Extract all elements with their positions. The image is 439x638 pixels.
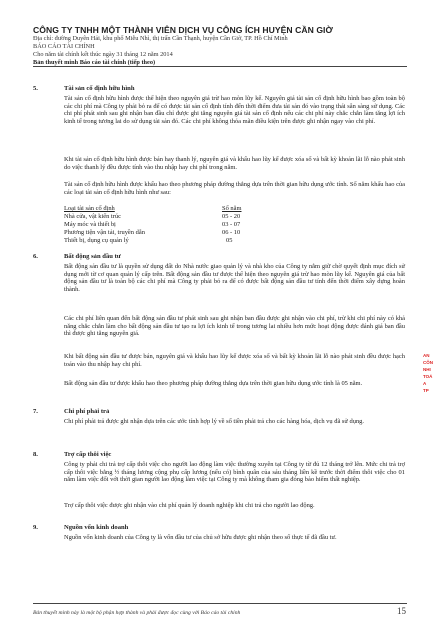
paragraph: Tài sản cố định hữu hình được khấu hao theo phương pháp đường thẳng dựa trên thời gian hữu dụng ước tính. Số năm khấu hao của các loại tài sản cố định hữu hình như sau: — [64, 181, 405, 196]
table-cell: 03 - 07 — [222, 221, 241, 229]
table-row — [64, 237, 264, 245]
report-title: BÁO CÁO TÀI CHÍNH — [33, 43, 95, 50]
stamp-text: TP — [423, 388, 429, 393]
paragraph: Bất động sản đầu tư là quyền sử dụng đất do Nhà nước giao quản lý và nhà kho của Công ty nắm giữ chờ quyết định mục đích sử dụng mới từ cơ quan quản lý cấp trên. Bất động sản đầu tư được thể hiện theo nguyên giá trừ hao mòn lũy kế. Nguyên giá của bất động sản đầu tư là toàn bộ các chi phí mà Công ty phải bỏ ra để có được bất động sản đầu tư tính đến thời điểm xây dựng hoàn thành. — [64, 263, 405, 293]
section-number: 5. — [33, 85, 38, 92]
section-title: Nguồn vốn kinh doanh — [64, 524, 129, 531]
paragraph: Khi bất động sản đầu tư được bán, nguyên giá và khấu hao lũy kế được xóa sổ và bất kỳ khoản lãi lỗ nào phát sinh đều được hạch toán vào thu nhập hay chi phí. — [64, 353, 405, 368]
red-stamp-fragment — [423, 352, 437, 414]
section-number: 7. — [33, 408, 38, 415]
footer-note: Bản thuyết minh này là một bộ phận hợp thành và phải được đọc cùng với Báo cáo tài chính — [33, 610, 241, 616]
table-cell: 06 - 10 — [222, 229, 241, 237]
table-row — [64, 213, 264, 221]
paragraph: Khi tài sản cố định hữu hình được bán hay thanh lý, nguyên giá và khấu hao lũy kế được xóa sổ và bất kỳ khoản lãi lỗ nào phát sinh do việc thanh lý đều được tính vào thu nhập hay chi phí trong năm. — [64, 156, 405, 171]
table-cell: Phương tiện vận tải, truyền dẫn — [64, 229, 145, 237]
depreciation-table — [64, 205, 264, 245]
section-number: 8. — [33, 451, 38, 458]
table-cell: 05 — [226, 237, 233, 245]
paragraph: Trợ cấp thôi việc được ghi nhận vào chi phí quản lý doanh nghiệp khi chi trả cho người lao động. — [64, 502, 315, 509]
section-title: Tài sản cố định hữu hình — [64, 85, 135, 92]
paragraph: Nguồn vốn kinh doanh của Công ty là vốn đầu tư của chủ sở hữu được ghi nhận theo số thực tế đã đầu tư. — [64, 534, 337, 541]
report-subtitle: Bản thuyết minh Báo cáo tài chính (tiếp theo) — [33, 59, 156, 66]
stamp-text: AN — [423, 353, 430, 358]
table-header-row — [64, 205, 264, 213]
table-row — [64, 221, 264, 229]
paragraph: Tài sản cố định hữu hình được thể hiện theo nguyên giá trừ hao mòn lũy kế. Nguyên giá tài sản cố định hữu hình bao gồm toàn bộ các chi phí mà Công ty phải bỏ ra để có được tài sản cố định tính đến thời điểm đưa tài sản đó vào trạng thái sẵn sàng sử dụng. Các chi phí phát sinh sau ghi nhận ban đầu chỉ được ghi tăng nguyên giá tài sản cố định nếu các chi phí này chắc chắn làm tăng lợi ích kinh tế trong tương lai do sử dụng tài sản đó. Các chi phí không thỏa mãn điều kiện trên được ghi nhận ngay vào chi phí. — [64, 95, 405, 125]
table-cell: Nhà cửa, vật kiến trúc — [64, 213, 121, 221]
header-rule — [33, 66, 407, 67]
section-title: Trợ cấp thôi việc — [64, 451, 112, 458]
paragraph: Công ty phải chi trả trợ cấp thôi việc cho người lao động làm việc thường xuyên tại Công ty từ đủ 12 tháng trở lên. Mức chi trả trợ cấp thôi việc bằng ½ tháng lương cộng phụ cấp lương (nếu có) bình quân của sáu tháng liền kề trước thời điểm thôi việc cho 01 năm làm việc đối với thời gian người lao động làm việc tại Công ty mà không tham gia đóng bảo hiểm thất nghiệp. — [64, 461, 405, 484]
table-cell: Thiết bị, dụng cụ quản lý — [64, 237, 129, 245]
page-number: 15 — [397, 606, 406, 616]
report-period: Cho năm tài chính kết thúc ngày 31 tháng 12 năm 2014 — [33, 51, 173, 58]
footer-rule — [33, 603, 407, 604]
table-header-cell: Số năm — [222, 205, 242, 212]
paragraph: Bất động sản đầu tư được khấu hao theo phương pháp đường thẳng dựa trên thời gian hữu dụng ước tính là 05 năm. — [64, 380, 363, 387]
table-header-cell: Loại tài sản cố định — [64, 205, 115, 212]
company-name: CÔNG TY TNHH MỘT THÀNH VIÊN DỊCH VỤ CÔNG ÍCH HUYỆN CẦN GIỜ — [33, 25, 333, 35]
paragraph: Các chi phí liên quan đến bất động sản đầu tư phát sinh sau ghi nhận ban đầu được ghi nhận vào chi phí, trừ khi chi phí này có khả năng chắc chắn làm cho bất động sản đầu tư tạo ra lợi ích kinh tế trong tương lai nhiều hơn mức hoạt động được đánh giá ban đầu thì được ghi tăng nguyên giá. — [64, 315, 405, 338]
stamp-text: TOÁ — [423, 374, 433, 379]
section-number: 6. — [33, 253, 38, 260]
section-title: Bất động sản đầu tư — [64, 253, 121, 260]
table-cell: Máy móc và thiết bị — [64, 221, 116, 229]
paragraph: Chi phí phải trả được ghi nhận dựa trên các ước tính hợp lý về số tiền phải trả cho các hàng hóa, dịch vụ đã sử dụng. — [64, 418, 365, 425]
stamp-text: A — [423, 381, 427, 386]
section-title: Chi phí phải trả — [64, 408, 110, 415]
table-cell: 05 - 20 — [222, 213, 241, 221]
stamp-text: NHI — [423, 367, 431, 372]
section-number: 9. — [33, 524, 38, 531]
company-address: Địa chỉ: đường Duyên Hải, khu phố Miễu Nhì, thị trấn Cần Thạnh, huyện Cần Giờ, TP. Hồ Chí Minh — [33, 35, 288, 42]
stamp-text: CÔN — [423, 360, 433, 365]
document-header — [33, 25, 413, 67]
table-row — [64, 229, 264, 237]
